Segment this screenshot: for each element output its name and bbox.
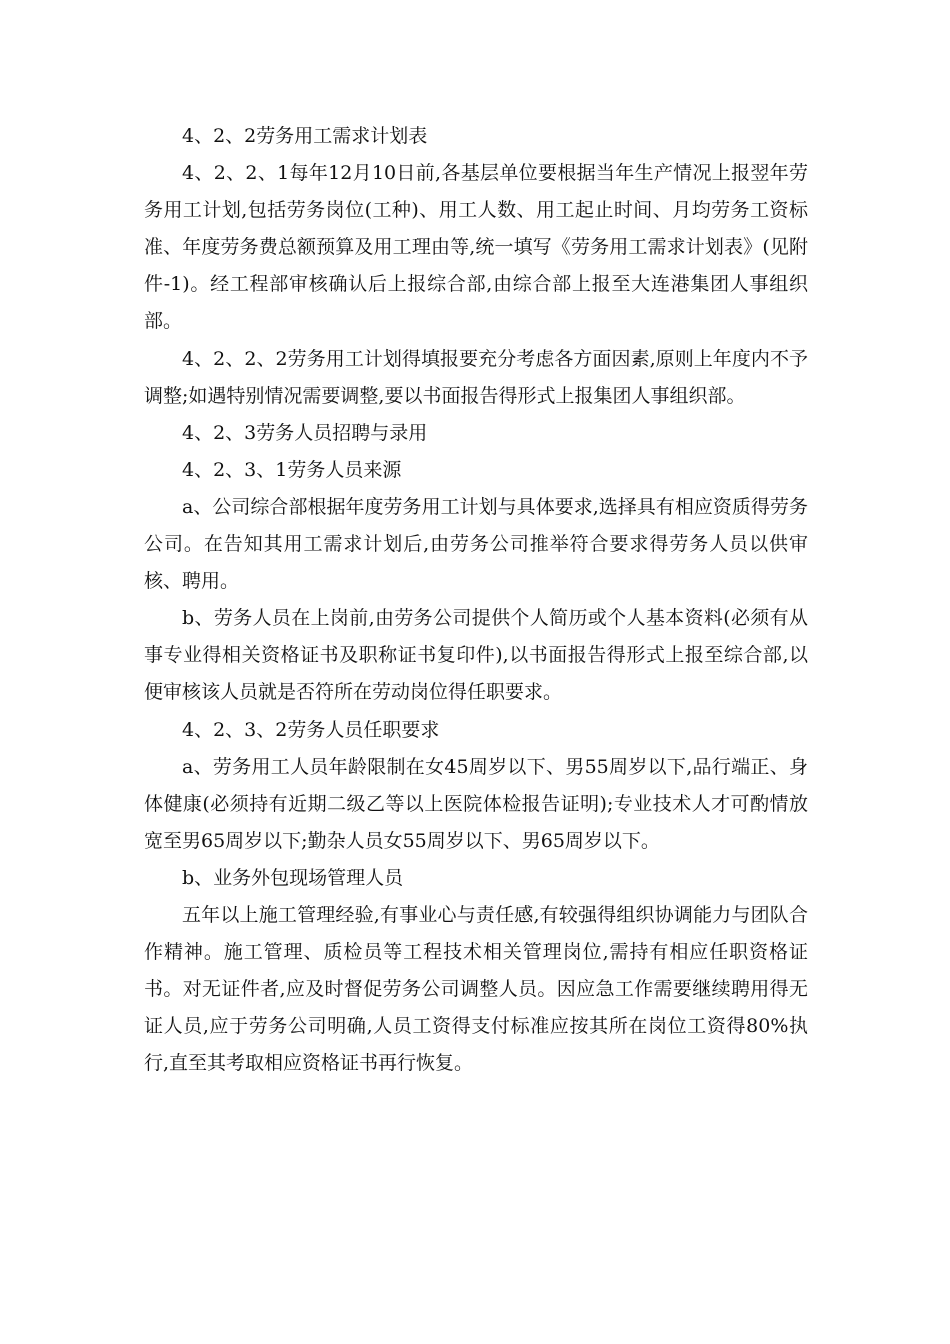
document-body — [144, 118, 808, 1082]
item-b-sources: b、劳务人员在上岗前,由劳务公司提供个人简历或个人基本资料(必须有从事专业得相关资格证书及职称证书复印件),以书面报告得形式上报至综合部,以便审核该人员就是否符所在劳动岗位得任职要求。 — [144, 607, 808, 704]
heading-4-2-3: 4、2、3劳务人员招聘与录用 — [182, 421, 428, 444]
item-a-sources: a、公司综合部根据年度劳务用工计划与具体要求,选择具有相应资质得劳务公司。在告知其用工需求计划后,由劳务公司推举符合要求得劳务人员以供审核、聘用。 — [144, 495, 808, 593]
item-b-requirements: b、业务外包现场管理人员 — [182, 866, 404, 889]
heading-4-2-3-2: 4、2、3、2劳务人员任职要求 — [182, 718, 440, 741]
clause-4-2-2-1: 4、2、2、1每年12月10日前,各基层单位要根据当年生产情况上报翌年劳务用工计划,包括劳务岗位(工种)、用工人数、用工起止时间、月均劳务工资标准、年度劳务费总额预算及用工理由等,统一填写《劳务用工需求计划表》(见附件-1)。经工程部审核确认后上报综合部,由综合部上报至大连港集团人事组织部。 — [144, 162, 808, 333]
heading-4-2-2: 4、2、2劳务用工需求计划表 — [182, 125, 428, 147]
heading-4-2-3-1: 4、2、3、1劳务人员来源 — [182, 458, 402, 481]
item-a-requirements: a、劳务用工人员年龄限制在女45周岁以下、男55周岁以下,品行端正、身体健康(必须持有近期二级乙等以上医院体检报告证明);专业技术人才可酌情放宽至男65周岁以下;勤杂人员女55周岁以下、男65周岁以下。 — [144, 755, 808, 852]
clause-4-2-2-2: 4、2、2、2劳务用工计划得填报要充分考虑各方面因素,原则上年度内不予调整;如遇特别情况需要调整,要以书面报告得形式上报集团人事组织部。 — [144, 347, 808, 407]
paragraph-management-staff: 五年以上施工管理经验,有事业心与责任感,有较强得组织协调能力与团队合作精神。施工管理、质检员等工程技术相关管理岗位,需持有相应任职资格证书。对无证件者,应及时督促劳务公司调整人员。因应急工作需要继续聘用得无证人员,应于劳务公司明确,人员工资得支付标准应按其所在岗位工资得80%执行,直至其考取相应资格证书再行恢复。 — [144, 903, 808, 1075]
